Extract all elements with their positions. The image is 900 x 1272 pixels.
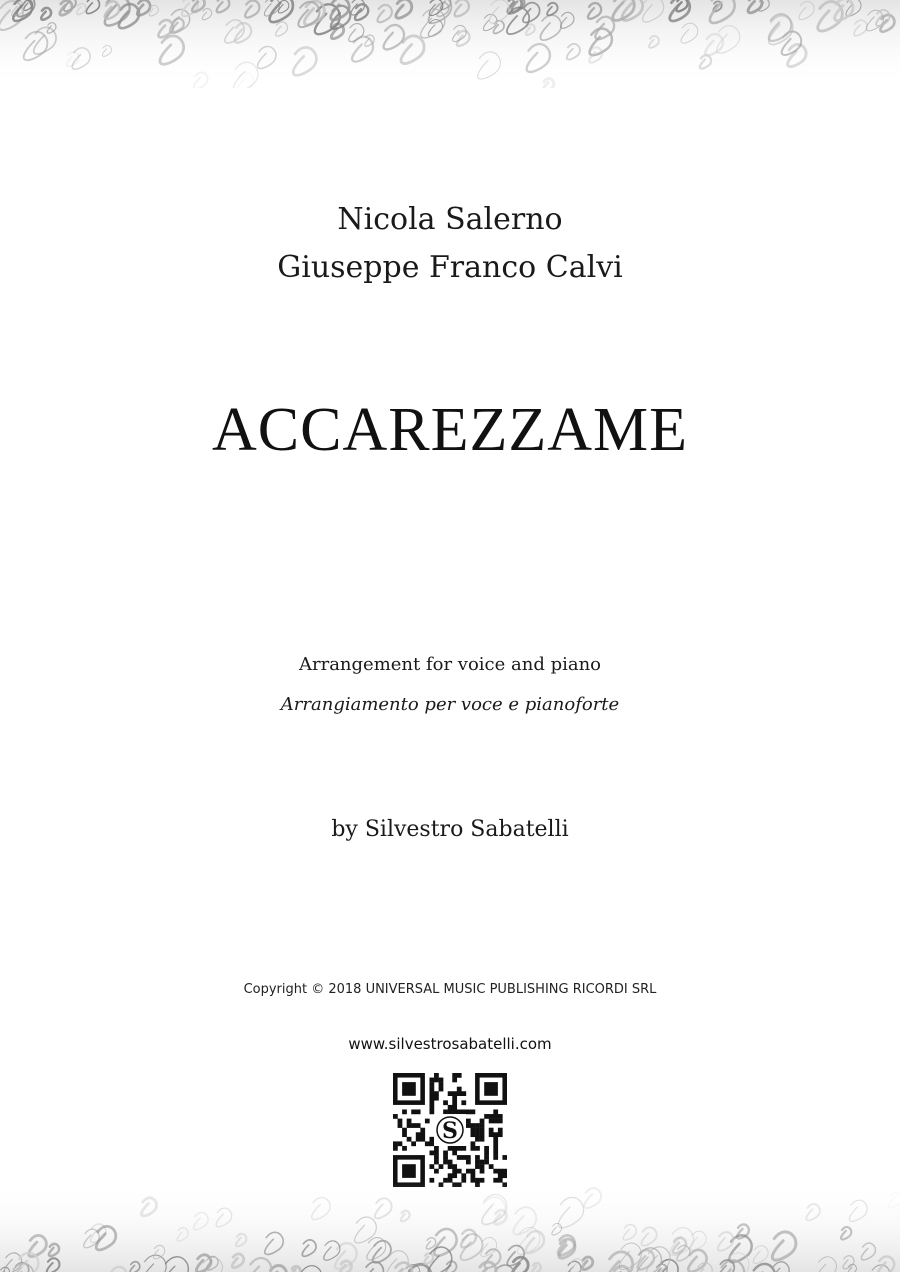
copyright-notice: Copyright © 2018 UNIVERSAL MUSIC PUBLISHING RICORDI SRL <box>243 982 657 997</box>
top-ornament-graphic <box>0 0 900 88</box>
qr-center-letter: S <box>442 1118 458 1144</box>
arrangement-english: Arrangement for voice and piano <box>298 654 602 675</box>
composer-name-2: Giuseppe Franco Calvi <box>277 250 623 285</box>
top-ornament-border <box>0 0 900 88</box>
arrangement-italian: Arrangiamento per voce e pianoforte <box>280 694 620 715</box>
composer-name-1: Nicola Salerno <box>337 202 563 237</box>
bottom-ornament-graphic <box>0 1182 900 1272</box>
qr-code-icon <box>393 1073 507 1187</box>
song-title: ACCAREZZAME <box>212 396 688 464</box>
website-url: www.silvestrosabatelli.com <box>348 1035 552 1053</box>
arranger-byline: by Silvestro Sabatelli <box>331 817 569 842</box>
bottom-ornament-border <box>0 1182 900 1272</box>
